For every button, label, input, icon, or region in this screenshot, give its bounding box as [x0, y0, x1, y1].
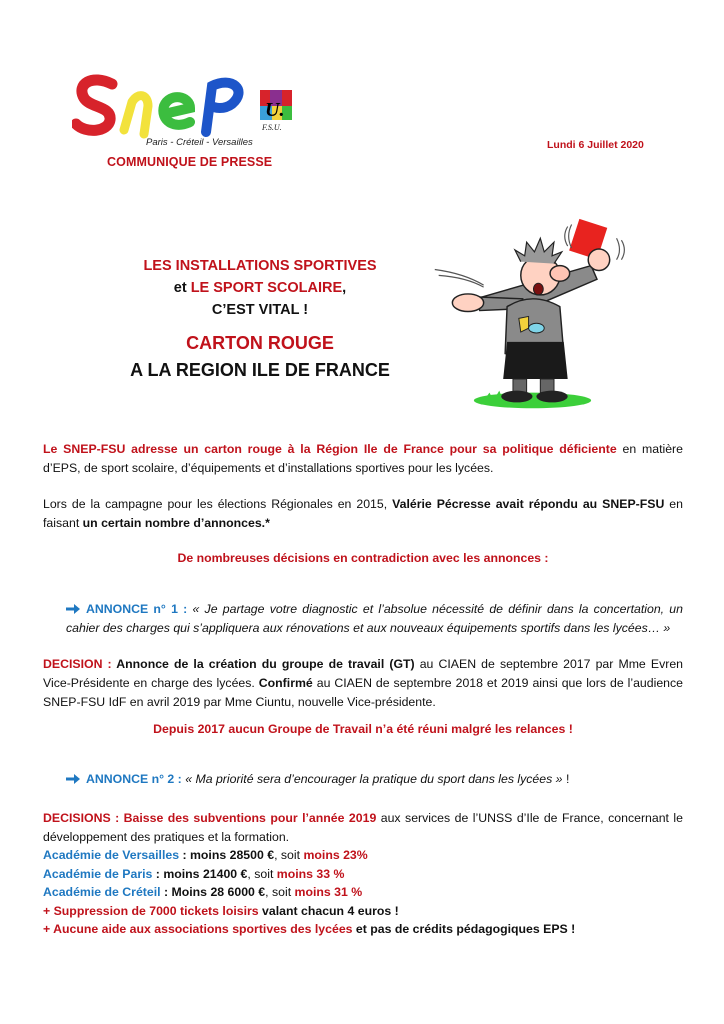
title-region: A LA REGION ILE DE FRANCE: [130, 360, 390, 380]
annonce-2-quote: « Ma priorité sera d’encourager la pratique du sport dans les lycées »: [185, 772, 563, 786]
academie-percent: moins 33 %: [276, 866, 345, 881]
decision-1-bold-1: Annonce de la création du groupe de travail (GT): [116, 657, 415, 671]
annonce-1: [43, 600, 683, 638]
title-line-2-suffix: ,: [342, 280, 347, 296]
academie-mid: , soit: [247, 866, 277, 881]
title-line-3: C’EST VITAL !: [211, 302, 309, 318]
gt-heading: Depuis 2017 aucun Groupe de Travail n’a été réuni malgré les relances !: [153, 722, 573, 736]
academie-name: Académie de Paris: [43, 866, 153, 881]
decision-1: [43, 655, 683, 712]
academie-sep: :: [160, 885, 172, 899]
decisions-2-red-statement: Baisse des subventions pour l’année 2019: [123, 811, 377, 825]
title-line-2-red: LE SPORT SCOLAIRE: [190, 280, 343, 296]
academie-name: Académie de Créteil: [43, 885, 161, 899]
decision-1-bold-2: Confirmé: [258, 676, 313, 690]
tickets-line: [43, 902, 683, 921]
arrow-right-icon: [66, 774, 80, 784]
academie-amount: moins 28500 €: [189, 848, 275, 862]
aide-rest: et pas de crédits pédagogiques EPS !: [352, 922, 576, 936]
intro-red-statement: Le SNEP-FSU adresse un carton rouge à la Région Ile de France pour sa politique déficiente: [43, 442, 617, 456]
academie-percent: moins 31 %: [294, 885, 363, 899]
title-line-1: LES INSTALLATIONS SPORTIVES: [143, 258, 377, 274]
tickets-red: + Suppression de 7000 tickets loisirs: [43, 903, 259, 918]
annonce-2-label: ANNONCE n° 2 :: [86, 772, 186, 786]
decision-1-text-2: au CIAEN de septembre 2018 et 2019 ainsi que lors de l’audience SNEP-FSU IdF en avril 2019 par Mme Ciuntu, nouvelle Vice-présidente.: [43, 676, 683, 709]
title-line-2: [100, 277, 420, 299]
academie-mid: , soit: [274, 848, 304, 862]
annonce-1-label: ANNONCE n° 1 :: [86, 602, 193, 616]
decisions-2-rest: aux services de l’UNSS d’Ile de France, concernant le développement des pratiques et la formation.: [43, 811, 684, 844]
annonce-2-suffix: !: [562, 772, 570, 786]
campaign-bold-2: un certain nombre d’annonces.*: [82, 516, 270, 530]
intro-paragraph: [43, 440, 683, 478]
campaign-text-2: en faisant: [43, 497, 683, 530]
academie-name: Académie de Versailles: [43, 848, 180, 862]
aide-line: [43, 920, 683, 939]
decision-1-text-1: au CIAEN de septembre 2017 par Mme Evren Vice-Présidente en charge des lycées.: [43, 657, 683, 690]
academie-creteil: [43, 883, 683, 902]
academie-percent: moins 23%: [303, 848, 368, 862]
campaign-bold-1: Valérie Pécresse avait répondu au SNEP-FSU: [392, 497, 665, 511]
academie-sep: :: [152, 866, 164, 881]
campaign-paragraph: [43, 495, 683, 533]
fsu-letter: U.: [265, 99, 285, 121]
contradiction-heading: De nombreuses décisions en contradiction avec les annonces :: [177, 551, 549, 565]
academie-mid: , soit: [265, 885, 295, 899]
decision-1-label: DECISION :: [43, 657, 117, 671]
referee-red-card-illustration: [425, 205, 640, 420]
academie-sep: :: [179, 848, 190, 862]
title-line-2-prefix: et: [173, 280, 191, 296]
campaign-text-1: Lors de la campagne pour les élections Régionales en 2015,: [43, 497, 393, 511]
academie-versailles: [43, 846, 683, 865]
annonce-1-quote: « Je partage votre diagnostic et l’absolue nécessité de définir dans la concertation, un cahier des charges qui s’appliquera aux rénovations et aux nouveaux équipements sportifs dans les lycées… »: [66, 602, 683, 635]
document-type: COMMUNIQUE DE PRESSE: [107, 155, 273, 169]
document-date: Lundi 6 Juillet 2020: [547, 139, 644, 151]
academie-amount: Moins 28 6000 €: [171, 885, 266, 899]
decisions-2-label: DECISIONS :: [43, 811, 124, 825]
academie-paris: [43, 865, 683, 884]
arrow-right-icon: [66, 604, 80, 614]
title-block: [100, 255, 420, 383]
fsu-label: F.S.U.: [262, 123, 282, 132]
aide-red: + Aucune aide aux associations sportives des lycées: [43, 922, 353, 936]
academie-amount: moins 21400 €: [163, 866, 248, 881]
logo-subtitle: Paris - Créteil - Versailles: [146, 137, 253, 148]
snep-logo-letters: [76, 80, 239, 134]
intro-rest: en matière d’EPS, de sport scolaire, d’équipements et d’installations sportives pour les lycées.: [43, 442, 683, 475]
tickets-rest: valant chacun 4 euros !: [258, 903, 399, 918]
annonce-2: [43, 770, 683, 789]
title-carton-rouge: CARTON ROUGE: [186, 333, 334, 353]
whistle: [529, 323, 545, 333]
decisions-2: [43, 809, 683, 939]
